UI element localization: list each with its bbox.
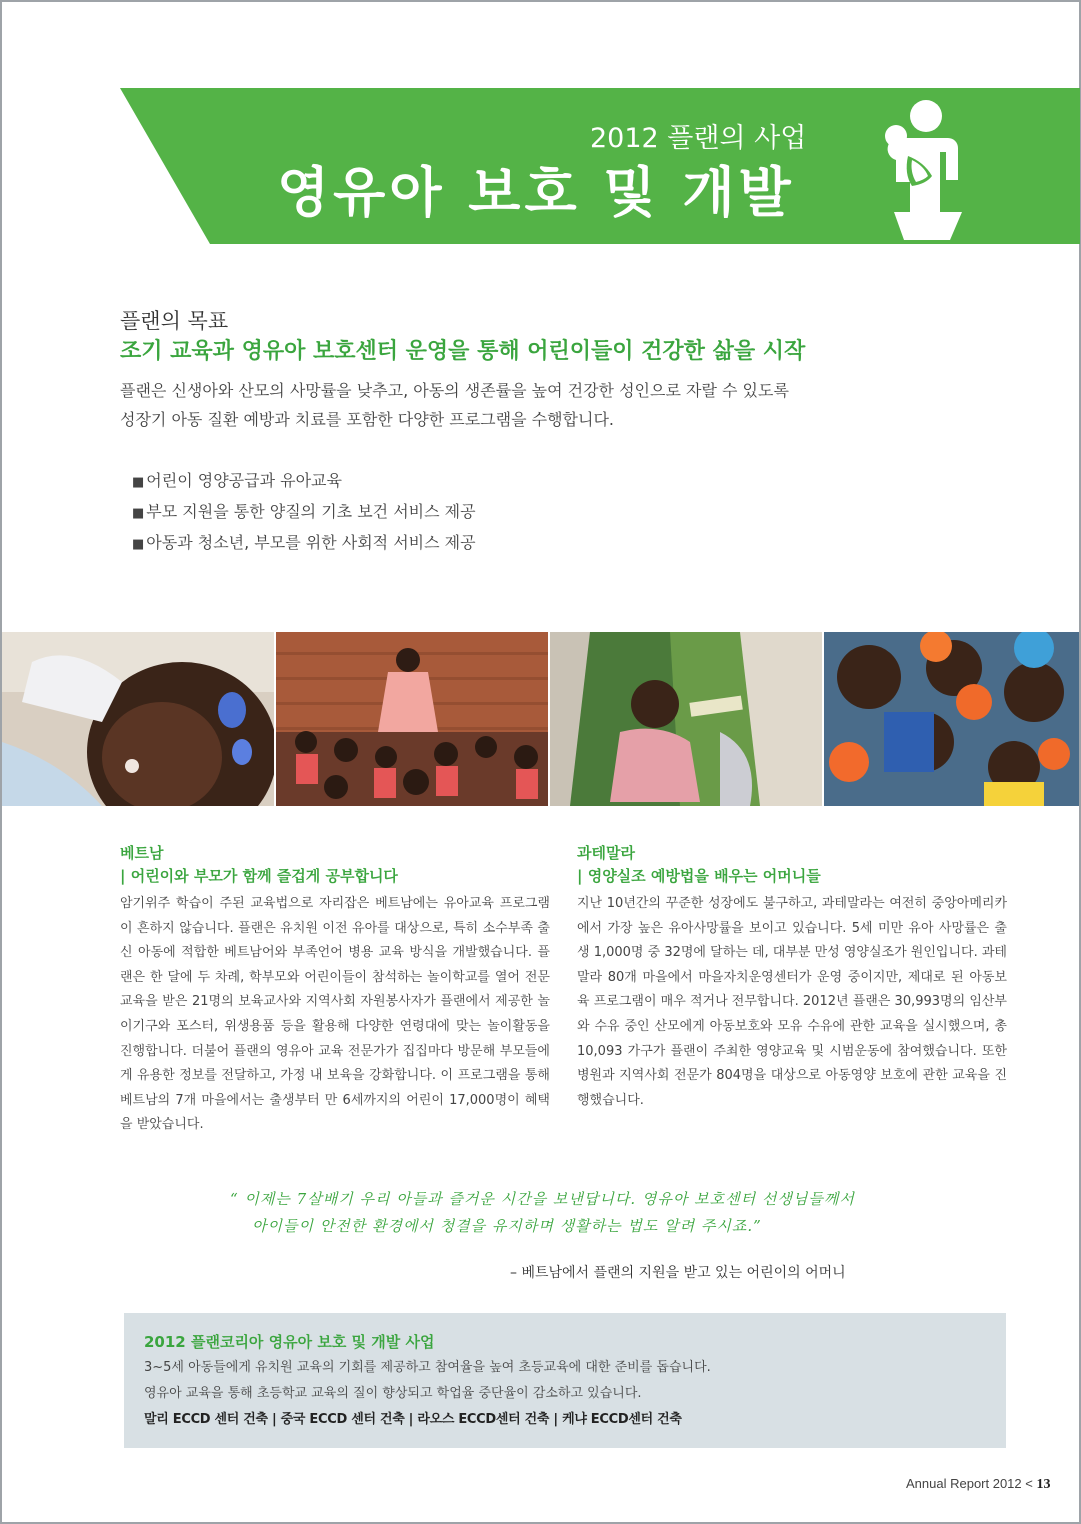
page-title: 영유아 보호 및 개발 — [277, 161, 795, 224]
country-label: 과테말라 — [577, 844, 635, 862]
korea-program-box — [124, 1313, 1006, 1448]
footer-report-label: Annual Report 2012 < — [906, 1476, 1033, 1491]
mother-child-icon — [872, 98, 964, 240]
page-number: 13 — [1036, 1477, 1051, 1492]
story-title: | 영양실조 예방법을 배우는 어머니들 — [577, 867, 821, 885]
guatemala-story — [577, 842, 1007, 1113]
list-item: ■ 아동과 청소년, 부모를 위한 사회적 서비스 제공 — [132, 528, 476, 559]
list-item: ■ 어린이 영양공급과 유아교육 — [132, 466, 476, 497]
story-body: 지난 10년간의 꾸준한 성장에도 불구하고, 과테말라는 여전히 중앙아메리카에서 가장 높은 유아사망률을 보이고 있습니다. 5세 미만 유아 사망률은 출생 1,000명 중 32명에 달하는 데, 대부분 만성 영양실조가 원인입니다. 과테말라 80개 마을에서 마을자치운영센터가 운영 중이지만, 제대로 된 아동보육 프로그램이 매우 적거나 전무합니다. 2012년 플랜은 30,993명의 임산부와 수유 중인 산모에게 아동보호와 모유 수유에 관한 교육을 실시했으며, 총 10,093 가구가 플랜이 주최한 영양교육 및 시범운동에 참여했습니다. 또한 병원과 지역사회 전문가 804명을 대상으로 아동영양 보호에 관한 교육을 진행했습니다. — [577, 896, 1007, 1108]
story-title: | 어린이와 부모가 함께 즐겁게 공부합니다 — [120, 867, 398, 885]
photo-children-balls — [824, 632, 1079, 806]
info-box-line: 3~5세 아동들에게 유치원 교육의 기회를 제공하고 참여율을 높여 초등교육에 대한 준비를 돕습니다. — [144, 1360, 711, 1375]
quote-line: 아이들이 안전한 환경에서 청결을 유지하며 생활하는 법도 알려 주시죠.” — [252, 1217, 762, 1235]
country-label: 베트남 — [120, 844, 164, 862]
vietnam-story — [120, 842, 550, 1138]
goal-bullet-list — [132, 466, 476, 559]
story-body: 암기위주 학습이 주된 교육법으로 자리잡은 베트남에는 유아교육 프로그램이 흔하지 않습니다. 플랜은 유치원 이전 유아를 대상으로, 특히 소수부족 출신 아동에 적합한 베트남어와 부족언어 병용 교육 방식을 개발했습니다. 플랜은 한 달에 두 차례, 학부모와 어린이들이 참석하는 놀이학교를 열어 전문교육을 받은 21명의 보육교사와 지역사회 자원봉사자가 플랜에서 제공한 놀이기구와 포스터, 위생용품 등을 활용해 다양한 연령대에 맞는 놀이활동을 진행합니다. 더불어 플랜의 영유아 교육 전문가가 집집마다 방문해 부모들에게 유용한 정보를 전달하고, 가정 내 보육을 강화합니다. 이 프로그램을 통해 베트남의 7개 마을에서는 출생부터 만 6세까지의 어린이 17,000명이 혜택을 받았습니다. — [120, 896, 550, 1133]
banner-subtitle: 2012 플랜의 사업 — [590, 123, 807, 154]
goal-description-line: 플랜은 신생아와 산모의 사망률을 낮추고, 아동의 생존률을 높여 건강한 성인으로 자랄 수 있도록 — [120, 381, 789, 400]
info-box-line: 영유아 교육을 통해 초등학교 교육의 질이 향상되고 학업율 중단율이 감소하고 있습니다. — [144, 1386, 642, 1401]
info-box-projects: 말리 ECCD 센터 건축 | 중국 ECCD 센터 건축 | 라오스 ECCD센터 건축 | 케냐 ECCD센터 건축 — [144, 1412, 682, 1427]
page-footer — [906, 1476, 1050, 1493]
goal-heading: 조기 교육과 영유아 보호센터 운영을 통해 어린이들이 건강한 삶을 시작 — [120, 339, 806, 364]
photo-mother-feeding — [550, 632, 822, 806]
goal-description-line: 성장기 아동 질환 예방과 치료를 포함한 다양한 프로그램을 수행합니다. — [120, 410, 614, 429]
goal-label: 플랜의 목표 — [120, 309, 229, 333]
list-item: ■ 부모 지원을 통한 양질의 기초 보건 서비스 제공 — [132, 497, 476, 528]
quote-line: “ 이제는 7살배기 우리 아들과 즐거운 시간을 보낸답니다. 영유아 보호센터 선생님들께서 — [230, 1190, 855, 1208]
info-box-title: 2012 플랜코리아 영유아 보호 및 개발 사업 — [144, 1333, 435, 1351]
photo-child-vaccination — [2, 632, 274, 806]
quote-source: – 베트남에서 플랜의 지원을 받고 있는 어린이의 어머니 — [510, 1265, 846, 1281]
testimonial-quote — [230, 1186, 930, 1240]
goal-description — [120, 376, 880, 434]
photo-classroom-children — [276, 632, 548, 806]
